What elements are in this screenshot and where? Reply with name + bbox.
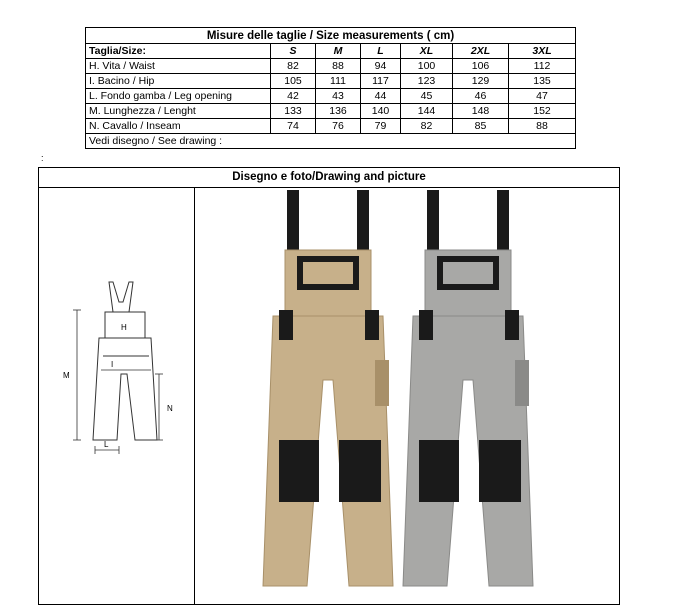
size-header: S: [271, 44, 316, 59]
cell-value: 148: [453, 104, 509, 119]
row-label: N. Cavallo / Inseam: [86, 119, 271, 134]
see-drawing-note: Vedi disegno / See drawing :: [86, 134, 576, 149]
table-row: [86, 74, 576, 89]
cell-value: 88: [509, 119, 576, 134]
cell-value: 133: [271, 104, 316, 119]
row-label: H. Vita / Waist: [86, 59, 271, 74]
cell-value: 117: [361, 74, 401, 89]
cell-value: 135: [509, 74, 576, 89]
cell-value: 123: [401, 74, 453, 89]
label-n: N: [167, 404, 173, 413]
size-header: 2XL: [453, 44, 509, 59]
table-row: [86, 89, 576, 104]
cell-value: 112: [509, 59, 576, 74]
row-label: M. Lunghezza / Lenght: [86, 104, 271, 119]
cell-value: 42: [271, 89, 316, 104]
cell-value: 94: [361, 59, 401, 74]
cell-value: 88: [316, 59, 361, 74]
row-label: I. Bacino / Hip: [86, 74, 271, 89]
header-label: Taglia/Size:: [86, 44, 271, 59]
table-row: [86, 119, 576, 134]
drawing-title: Disegno e foto/Drawing and picture: [39, 168, 619, 188]
cell-value: 45: [401, 89, 453, 104]
stray-colon: :: [41, 153, 44, 163]
cell-value: 82: [271, 59, 316, 74]
table-row: [86, 59, 576, 74]
table-header-row: [86, 44, 576, 59]
cell-value: 79: [361, 119, 401, 134]
cell-value: 140: [361, 104, 401, 119]
cell-value: 129: [453, 74, 509, 89]
technical-sketch: [59, 278, 189, 518]
label-h: H: [121, 323, 127, 332]
cell-value: 136: [316, 104, 361, 119]
cell-value: 46: [453, 89, 509, 104]
table-title: Misure delle taglie / Size measurements ( cm): [86, 28, 576, 44]
product-photos: [249, 190, 569, 596]
size-header: 3XL: [509, 44, 576, 59]
drawing-section: [38, 167, 620, 605]
size-header: L: [361, 44, 401, 59]
label-l: L: [104, 440, 109, 449]
label-m: M: [63, 371, 70, 380]
cell-value: 144: [401, 104, 453, 119]
label-i: I: [111, 360, 114, 369]
cell-value: 76: [316, 119, 361, 134]
cell-value: 82: [401, 119, 453, 134]
cell-value: 111: [316, 74, 361, 89]
cell-value: 85: [453, 119, 509, 134]
khaki-overalls: [263, 190, 393, 586]
cell-value: 44: [361, 89, 401, 104]
table-row: [86, 104, 576, 119]
size-header: M: [316, 44, 361, 59]
size-header: XL: [401, 44, 453, 59]
cell-value: 100: [401, 59, 453, 74]
size-table: [85, 27, 576, 149]
column-divider: [194, 187, 195, 604]
cell-value: 74: [271, 119, 316, 134]
cell-value: 43: [316, 89, 361, 104]
cell-value: 47: [509, 89, 576, 104]
cell-value: 152: [509, 104, 576, 119]
row-label: L. Fondo gamba / Leg opening: [86, 89, 271, 104]
grey-overalls: [403, 190, 533, 586]
cell-value: 106: [453, 59, 509, 74]
cell-value: 105: [271, 74, 316, 89]
